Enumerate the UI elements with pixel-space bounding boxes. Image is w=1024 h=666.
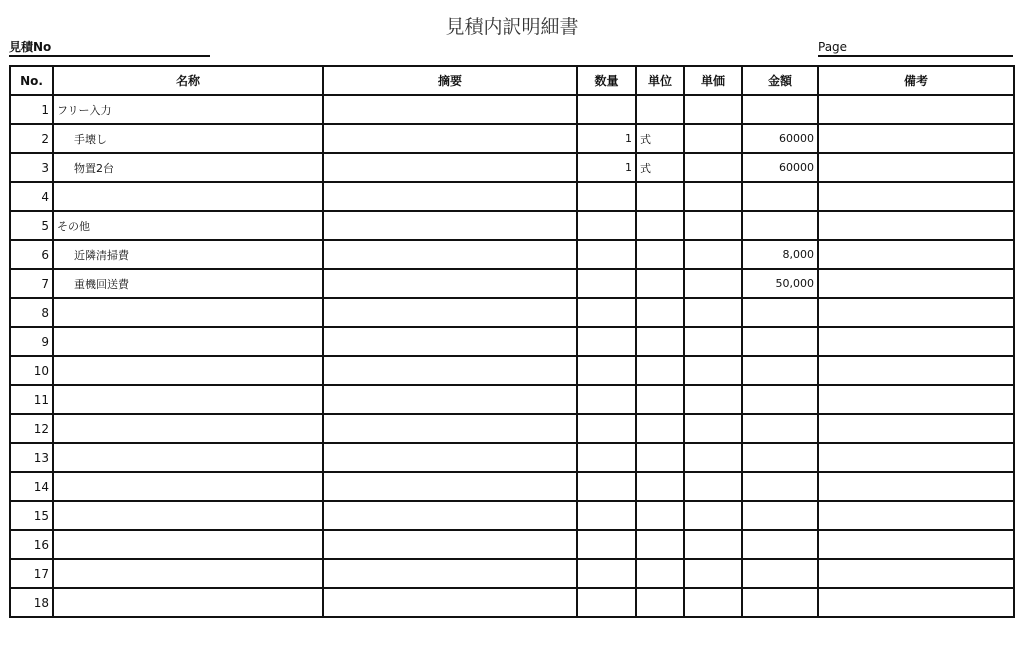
unit-price-cell[interactable]	[684, 298, 742, 327]
unit-cell[interactable]	[636, 327, 684, 356]
item-name-cell[interactable]	[53, 588, 323, 617]
table-row	[10, 298, 1014, 327]
summary-cell[interactable]	[323, 414, 577, 443]
header-unit-price: 単価	[684, 66, 742, 95]
note-cell[interactable]	[818, 211, 1014, 240]
quantity-cell[interactable]	[577, 530, 636, 559]
quantity-cell[interactable]	[577, 95, 636, 124]
item-name-cell[interactable]	[53, 414, 323, 443]
summary-cell[interactable]	[323, 124, 577, 153]
table-row	[10, 211, 1014, 240]
item-name-cell[interactable]	[53, 356, 323, 385]
item-name-cell[interactable]: 重機回送費	[53, 269, 323, 298]
note-cell[interactable]	[818, 588, 1014, 617]
table-row	[10, 95, 1014, 124]
amount-cell[interactable]	[742, 182, 818, 211]
header-no: No.	[10, 66, 53, 95]
quantity-cell[interactable]	[577, 182, 636, 211]
unit-price-cell[interactable]	[684, 269, 742, 298]
unit-price-cell[interactable]	[684, 356, 742, 385]
unit-cell[interactable]	[636, 240, 684, 269]
note-cell[interactable]	[818, 124, 1014, 153]
amount-cell[interactable]	[742, 327, 818, 356]
row-number: 11	[10, 385, 53, 414]
unit-price-cell[interactable]	[684, 588, 742, 617]
amount-cell[interactable]: 60000	[742, 153, 818, 182]
row-number: 12	[10, 414, 53, 443]
table-row	[10, 530, 1014, 559]
item-name-cell[interactable]: 手壊し	[53, 124, 323, 153]
unit-price-cell[interactable]	[684, 559, 742, 588]
row-number: 1	[10, 95, 53, 124]
item-name-cell[interactable]: 物置2台	[53, 153, 323, 182]
item-name-cell[interactable]: その他	[53, 211, 323, 240]
summary-cell[interactable]	[323, 501, 577, 530]
page-field[interactable]: Page	[818, 39, 1013, 57]
table-row	[10, 269, 1014, 298]
table-row	[10, 559, 1014, 588]
summary-cell[interactable]	[323, 385, 577, 414]
summary-cell[interactable]	[323, 356, 577, 385]
item-name-cell[interactable]	[53, 385, 323, 414]
header-unit: 単位	[636, 66, 684, 95]
row-number: 4	[10, 182, 53, 211]
table-row	[10, 501, 1014, 530]
item-name-cell[interactable]	[53, 443, 323, 472]
quantity-cell[interactable]: 1	[577, 153, 636, 182]
unit-price-cell[interactable]	[684, 240, 742, 269]
amount-cell[interactable]	[742, 472, 818, 501]
item-name-cell[interactable]	[53, 530, 323, 559]
quantity-cell[interactable]	[577, 327, 636, 356]
unit-price-cell[interactable]	[684, 153, 742, 182]
unit-cell[interactable]	[636, 269, 684, 298]
quantity-cell[interactable]	[577, 414, 636, 443]
amount-cell[interactable]	[742, 559, 818, 588]
unit-cell[interactable]: 式	[636, 124, 684, 153]
row-number: 14	[10, 472, 53, 501]
quantity-cell[interactable]	[577, 269, 636, 298]
header-name: 名称	[53, 66, 323, 95]
amount-cell[interactable]	[742, 356, 818, 385]
row-number: 2	[10, 124, 53, 153]
table-row	[10, 588, 1014, 617]
note-cell[interactable]	[818, 530, 1014, 559]
summary-cell[interactable]	[323, 182, 577, 211]
amount-cell[interactable]	[742, 443, 818, 472]
item-name-cell[interactable]: フリー入力	[53, 95, 323, 124]
table-row	[10, 327, 1014, 356]
header-note: 備考	[818, 66, 1014, 95]
note-cell[interactable]	[818, 501, 1014, 530]
unit-cell[interactable]: 式	[636, 153, 684, 182]
amount-cell[interactable]: 8,000	[742, 240, 818, 269]
header-summary: 摘要	[323, 66, 577, 95]
item-name-cell[interactable]	[53, 298, 323, 327]
quantity-cell[interactable]	[577, 240, 636, 269]
item-name-cell[interactable]	[53, 501, 323, 530]
unit-cell[interactable]	[636, 356, 684, 385]
row-number: 13	[10, 443, 53, 472]
quantity-cell[interactable]	[577, 356, 636, 385]
note-cell[interactable]	[818, 385, 1014, 414]
unit-cell[interactable]	[636, 211, 684, 240]
header-amount: 金額	[742, 66, 818, 95]
row-number: 7	[10, 269, 53, 298]
row-number: 16	[10, 530, 53, 559]
quantity-cell[interactable]	[577, 559, 636, 588]
unit-cell[interactable]	[636, 443, 684, 472]
item-name-cell[interactable]	[53, 182, 323, 211]
summary-cell[interactable]	[323, 530, 577, 559]
quantity-cell[interactable]	[577, 443, 636, 472]
quantity-cell[interactable]	[577, 588, 636, 617]
table-row	[10, 385, 1014, 414]
summary-cell[interactable]	[323, 443, 577, 472]
table-row	[10, 443, 1014, 472]
table-row	[10, 472, 1014, 501]
summary-cell[interactable]	[323, 240, 577, 269]
note-cell[interactable]	[818, 443, 1014, 472]
table-row	[10, 240, 1014, 269]
estimate-detail-table	[9, 65, 1015, 618]
item-name-cell[interactable]	[53, 472, 323, 501]
document-title: 見積内訳明細書	[445, 16, 579, 38]
note-cell[interactable]	[818, 414, 1014, 443]
estimate-no-field[interactable]: 見積No	[9, 39, 210, 57]
table-row	[10, 356, 1014, 385]
summary-cell[interactable]	[323, 588, 577, 617]
note-cell[interactable]	[818, 559, 1014, 588]
unit-cell[interactable]	[636, 559, 684, 588]
row-number: 9	[10, 327, 53, 356]
unit-price-cell[interactable]	[684, 182, 742, 211]
table-row	[10, 124, 1014, 153]
summary-cell[interactable]	[323, 559, 577, 588]
summary-cell[interactable]	[323, 95, 577, 124]
quantity-cell[interactable]: 1	[577, 124, 636, 153]
quantity-cell[interactable]	[577, 501, 636, 530]
amount-cell[interactable]	[742, 95, 818, 124]
unit-price-cell[interactable]	[684, 211, 742, 240]
row-number: 18	[10, 588, 53, 617]
amount-cell[interactable]: 60000	[742, 124, 818, 153]
unit-cell[interactable]	[636, 385, 684, 414]
unit-cell[interactable]	[636, 588, 684, 617]
unit-cell[interactable]	[636, 530, 684, 559]
unit-cell[interactable]	[636, 501, 684, 530]
unit-price-cell[interactable]	[684, 124, 742, 153]
quantity-cell[interactable]	[577, 472, 636, 501]
unit-price-cell[interactable]	[684, 443, 742, 472]
row-number: 3	[10, 153, 53, 182]
header-quantity: 数量	[577, 66, 636, 95]
note-cell[interactable]	[818, 95, 1014, 124]
quantity-cell[interactable]	[577, 298, 636, 327]
amount-cell[interactable]	[742, 530, 818, 559]
table-row	[10, 414, 1014, 443]
unit-cell[interactable]	[636, 414, 684, 443]
table-row	[10, 153, 1014, 182]
quantity-cell[interactable]	[577, 385, 636, 414]
unit-price-cell[interactable]	[684, 327, 742, 356]
amount-cell[interactable]	[742, 211, 818, 240]
unit-price-cell[interactable]	[684, 530, 742, 559]
note-cell[interactable]	[818, 182, 1014, 211]
row-number: 6	[10, 240, 53, 269]
note-cell[interactable]	[818, 240, 1014, 269]
row-number: 10	[10, 356, 53, 385]
unit-price-cell[interactable]	[684, 414, 742, 443]
row-number: 17	[10, 559, 53, 588]
note-cell[interactable]	[818, 153, 1014, 182]
note-cell[interactable]	[818, 298, 1014, 327]
summary-cell[interactable]	[323, 269, 577, 298]
amount-cell[interactable]	[742, 298, 818, 327]
item-name-cell[interactable]	[53, 327, 323, 356]
summary-cell[interactable]	[323, 153, 577, 182]
unit-price-cell[interactable]	[684, 95, 742, 124]
note-cell[interactable]	[818, 327, 1014, 356]
unit-cell[interactable]	[636, 95, 684, 124]
summary-cell[interactable]	[323, 472, 577, 501]
table-row	[10, 182, 1014, 211]
amount-cell[interactable]	[742, 501, 818, 530]
summary-cell[interactable]	[323, 327, 577, 356]
summary-cell[interactable]	[323, 211, 577, 240]
row-number: 5	[10, 211, 53, 240]
amount-cell[interactable]: 50,000	[742, 269, 818, 298]
note-cell[interactable]	[818, 356, 1014, 385]
unit-price-cell[interactable]	[684, 385, 742, 414]
unit-cell[interactable]	[636, 298, 684, 327]
note-cell[interactable]	[818, 269, 1014, 298]
note-cell[interactable]	[818, 472, 1014, 501]
unit-price-cell[interactable]	[684, 501, 742, 530]
row-number: 15	[10, 501, 53, 530]
item-name-cell[interactable]	[53, 559, 323, 588]
unit-cell[interactable]	[636, 182, 684, 211]
unit-cell[interactable]	[636, 472, 684, 501]
header-row	[10, 66, 1014, 95]
unit-price-cell[interactable]	[684, 472, 742, 501]
amount-cell[interactable]	[742, 385, 818, 414]
quantity-cell[interactable]	[577, 211, 636, 240]
row-number: 8	[10, 298, 53, 327]
summary-cell[interactable]	[323, 298, 577, 327]
item-name-cell[interactable]: 近隣清掃費	[53, 240, 323, 269]
amount-cell[interactable]	[742, 588, 818, 617]
amount-cell[interactable]	[742, 414, 818, 443]
